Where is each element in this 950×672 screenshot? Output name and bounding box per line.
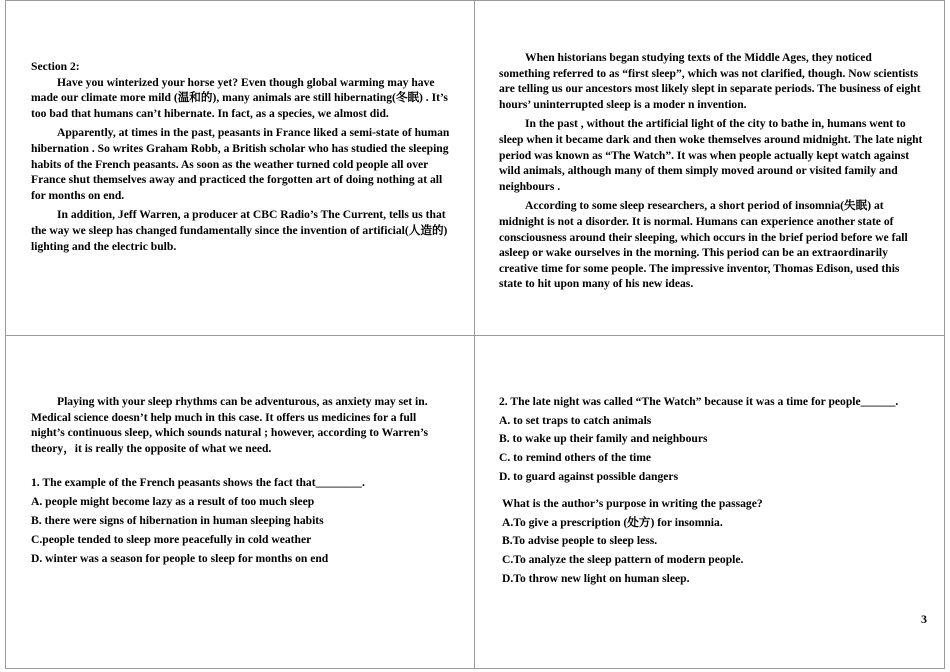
question-2-options	[499, 412, 923, 487]
question-1-options	[31, 493, 451, 568]
passage-paragraph-6: According to some sleep researchers, a short period of insomnia(失眠) at midnight is not a disorder. It is normal. Humans can experience another state of consciousness around their sleeping, which occurs in the brief period before we fall asleep or wake ourselves in the morning. This period can be an extraordinarily creative time for some people. The impressive inventor, Thomas Edison, used this state to hit upon many of his new ideas.	[499, 199, 908, 291]
question-3-block	[499, 495, 923, 589]
horizontal-divider	[5, 335, 945, 336]
question-1-option-d: D. winter was a season for people to sleep for months on end	[31, 551, 329, 565]
passage-paragraph-4: When historians began studying texts of the Middle Ages, they noticed something referred to as “first sleep”, which was not clarified, though. Now scientists are telling us our ancestors most likely slept in separate periods. The business of eight hours’ uninterrupted sleep is a moder n invention.	[499, 51, 921, 111]
question-2-option-c: C. to remind others of the time	[499, 451, 652, 465]
question-2-option-b: B. to wake up their family and neighbours	[499, 432, 708, 446]
slide-top-left	[31, 59, 451, 254]
passage-paragraph-1: Have you winterized your horse yet? Even though global warming may have made our climate more mild (温和的), many animals are still hibernating(冬眠) . It’s too bad that humans can’t hibernate. In fact, as a species, we almost did.	[31, 75, 448, 120]
question-3-option-b: B.To advise people to sleep less.	[502, 534, 658, 548]
section-title: Section 2:	[31, 60, 80, 73]
slide-bottom-left	[31, 394, 451, 568]
passage-paragraph-3: In addition, Jeff Warren, a producer at CBC Radio’s The Current, tells us that the way we sleep has changed fundamentally since the invention of artificial(人造的) lighting and the electric bulb.	[31, 208, 448, 253]
passage-paragraph-2: Apparently, at times in the past, peasants in France liked a semi-state of human hibernation . So writes Graham Robb, a British scholar who has studied the sleeping habits of the French peasants. As soon as the weather turned cold people all over France shut themselves away and practiced the forgotten art of doing nothing at all for months on end.	[31, 126, 450, 202]
question-3-stem: What is the author’s purpose in writing the passage?	[502, 496, 763, 510]
passage-paragraph-7: Playing with your sleep rhythms can be adventurous, as anxiety may set in. Medical science doesn’t help much in this case. It offers us medicines for a full night’s continuous sleep, which sounds natural ; however, according to Warren’s theory，it is really the opposite of what we need.	[31, 395, 429, 455]
slide-top-right	[499, 50, 923, 292]
slide-bottom-right	[499, 394, 923, 589]
question-1-option-c: C.people tended to sleep more peacefully in cold weather	[31, 532, 312, 546]
question-3-option-a: A.To give a prescription (处方) for insomnia.	[502, 515, 723, 529]
question-2-option-a: A. to set traps to catch animals	[499, 413, 652, 427]
question-2-option-d: D. to guard against possible dangers	[499, 469, 679, 483]
question-1-stem: 1. The example of the French peasants shows the fact that________.	[31, 476, 365, 490]
question-3-option-d: D.To throw new light on human sleep.	[502, 571, 690, 585]
question-1-option-a: A. people might become lazy as a result of too much sleep	[31, 495, 315, 509]
question-3-option-c: C.To analyze the sleep pattern of modern people.	[502, 553, 744, 567]
passage-paragraph-5: In the past , without the artificial light of the city to bathe in, humans went to sleep when it became dark and then woke themselves around midnight. The late night period was known as “The Watch”. It was when people actually kept watch against wild animals, although many of them simply moved around or visited family and neighbours .	[499, 117, 923, 193]
page-number: 3	[921, 612, 927, 626]
question-1-option-b: B. there were signs of hibernation in human sleeping habits	[31, 513, 324, 527]
question-2-stem: 2. The late night was called “The Watch” because it was a time for people______.	[499, 395, 899, 408]
